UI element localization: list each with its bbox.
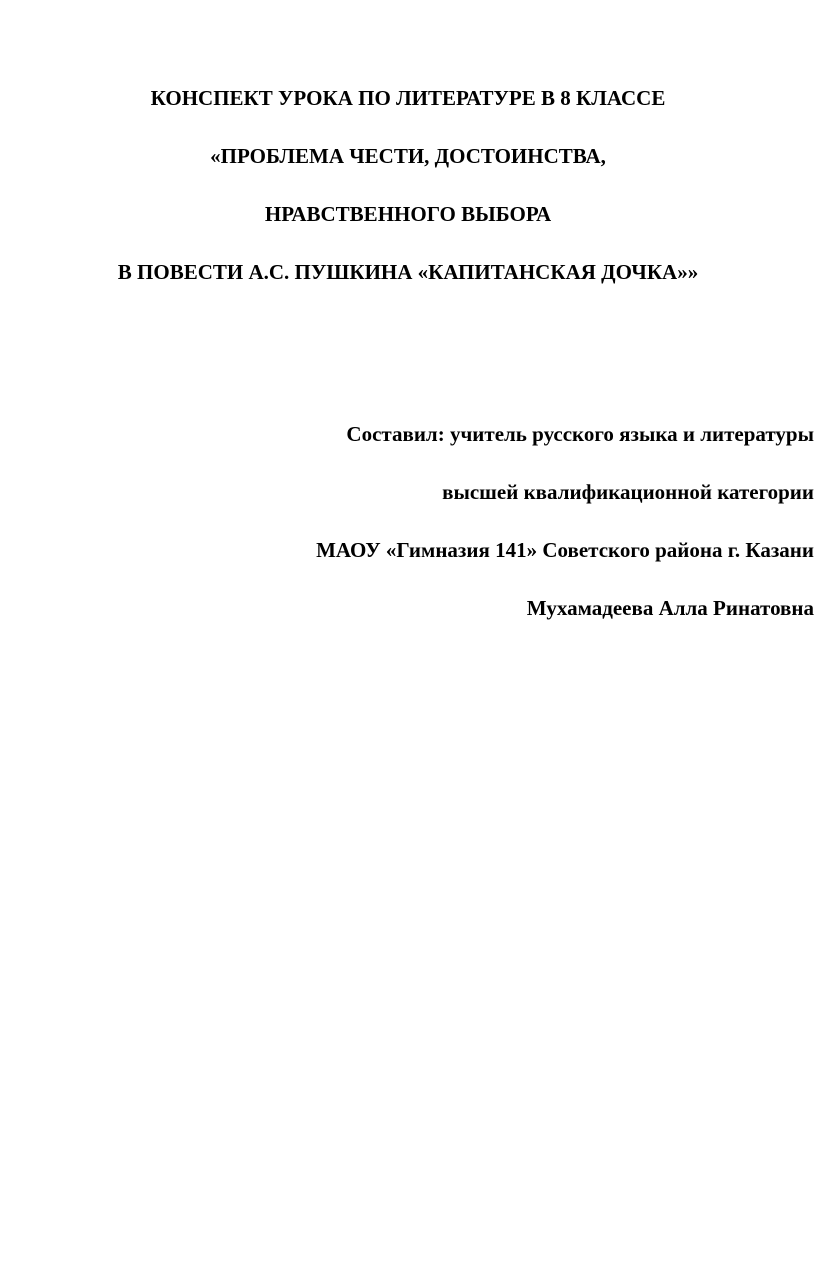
author-line-3: МАОУ «Гимназия 141» Советского района г. Казани bbox=[316, 538, 814, 562]
title-line-4: В ПОВЕСТИ А.С. ПУШКИНА «КАПИТАНСКАЯ ДОЧКА»» bbox=[117, 260, 699, 284]
title-line-1: КОНСПЕКТ УРОКА ПО ЛИТЕРАТУРЕ В 8 КЛАССЕ bbox=[150, 86, 666, 110]
title-line-2: «ПРОБЛЕМА ЧЕСТИ, ДОСТОИНСТВА, bbox=[210, 144, 606, 168]
author-line-2: высшей квалификационной категории bbox=[442, 480, 814, 504]
author-name: Мухамадеева Алла Ринатовна bbox=[526, 596, 814, 620]
title-line-3: НРАВСТВЕННОГО ВЫБОРА bbox=[264, 202, 552, 226]
author-info bbox=[114, 420, 814, 652]
author-line-1: Составил: учитель русского языка и литературы bbox=[346, 422, 814, 446]
lesson-title bbox=[0, 84, 816, 316]
